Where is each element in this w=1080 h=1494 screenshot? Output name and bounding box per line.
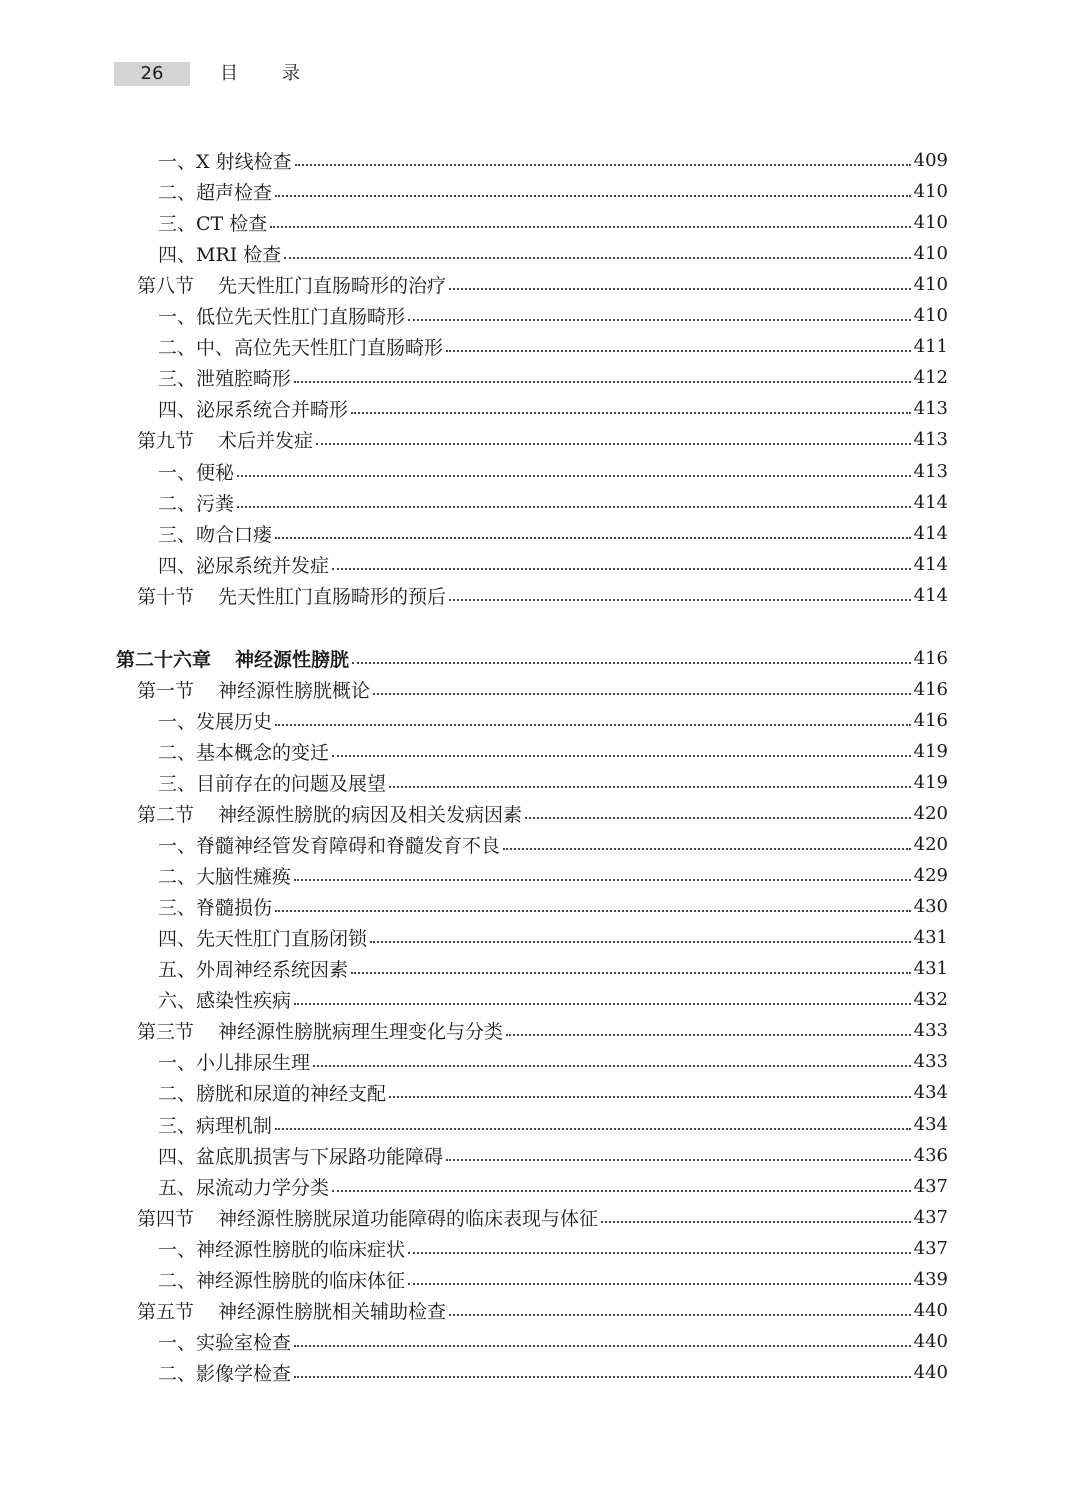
dot-leader	[294, 984, 911, 1005]
toc-label	[158, 178, 272, 205]
toc-label	[137, 582, 446, 609]
toc-page-number: 414	[913, 522, 948, 544]
dot-leader	[294, 1357, 911, 1378]
toc-page-number: 416	[913, 647, 948, 669]
dot-leader	[332, 1171, 911, 1192]
toc-section	[137, 1295, 948, 1326]
toc-item	[158, 1171, 948, 1202]
toc-item	[158, 331, 948, 362]
toc-page-number: 433	[913, 1051, 948, 1073]
toc-page-number: 439	[913, 1268, 948, 1290]
toc-title: 一、小儿排尿生理	[158, 1052, 311, 1075]
toc-title: 四、先天性肛门直肠闭锁	[158, 928, 368, 951]
toc-item	[158, 487, 948, 518]
toc-label	[158, 489, 234, 516]
toc-section	[137, 674, 948, 705]
section-number: 第二节	[137, 804, 195, 826]
section-number: 第十节	[137, 585, 195, 608]
toc-label	[137, 426, 313, 453]
toc-item	[158, 362, 948, 393]
toc-item	[158, 393, 948, 424]
dot-leader	[275, 705, 911, 726]
dot-leader	[389, 767, 911, 788]
section-number: 第五节	[137, 1300, 195, 1323]
dot-leader	[316, 424, 911, 445]
toc-title: 二、中、高位先天性肛门直肠畸形	[158, 337, 444, 360]
toc-item	[158, 456, 948, 487]
toc-title: 一、实验室检查	[158, 1331, 292, 1354]
dot-leader	[294, 362, 911, 383]
toc-title: 神经源性膀胱	[235, 648, 350, 671]
toc-title: 二、神经源性膀胱的临床体征	[158, 1269, 406, 1292]
toc-title: 三、CT 检查	[158, 213, 268, 236]
toc-page-number: 413	[913, 460, 948, 482]
toc-title: 神经源性膀胱尿道功能障碍的临床表现与体征	[218, 1207, 599, 1230]
toc-item	[158, 1109, 948, 1140]
dot-leader	[284, 238, 910, 259]
dot-leader	[275, 176, 911, 197]
toc-label	[158, 955, 348, 982]
toc-page-number: 436	[913, 1144, 948, 1166]
toc-title: 神经源性膀胱的病因及相关发病因素	[218, 804, 523, 826]
toc-title: 四、泌尿系统并发症	[158, 554, 330, 577]
dot-leader	[408, 1233, 911, 1254]
toc-page-number: 434	[913, 1113, 948, 1135]
toc-page-number: 416	[913, 709, 948, 731]
dot-leader	[275, 891, 911, 912]
toc-title: 二、超声检查	[158, 182, 273, 205]
dot-leader	[275, 518, 911, 539]
toc-title: 五、尿流动力学分类	[158, 1176, 330, 1199]
toc-page-number: 440	[913, 1330, 948, 1352]
toc-label	[158, 209, 267, 236]
dot-leader	[294, 1326, 911, 1347]
toc-label	[158, 240, 281, 267]
toc-label	[158, 147, 292, 174]
toc-item	[158, 984, 948, 1015]
toc-page-number: 434	[913, 1082, 948, 1104]
toc-label	[158, 364, 291, 391]
dot-leader	[449, 1295, 911, 1316]
toc-item	[158, 860, 948, 891]
toc-item	[158, 1046, 948, 1077]
toc-item	[158, 238, 948, 269]
dot-leader	[601, 1202, 911, 1223]
toc-item	[158, 1140, 948, 1171]
toc-title: 四、盆底肌损害与下尿路功能障碍	[158, 1145, 444, 1168]
dot-leader	[295, 145, 911, 166]
toc-title: 先天性肛门直肠畸形的治疗	[218, 275, 447, 298]
toc-label	[158, 893, 272, 920]
toc-page-number: 440	[913, 1361, 948, 1383]
chapter-number: 第二十六章	[116, 648, 212, 671]
toc-item	[158, 300, 948, 331]
toc-label	[158, 302, 405, 329]
toc-title: 一、低位先天性肛门直肠畸形	[158, 306, 406, 329]
page-number: 26	[114, 62, 190, 86]
toc-title: 三、吻合口瘘	[158, 523, 273, 546]
toc-label	[158, 1048, 310, 1075]
toc-page-number: 419	[913, 771, 948, 793]
toc-item	[158, 1326, 948, 1357]
dot-leader	[270, 207, 910, 228]
dot-leader	[373, 674, 911, 695]
toc-label	[158, 1079, 386, 1106]
toc-title: 神经源性膀胱相关辅助检查	[218, 1300, 447, 1323]
toc-section	[137, 1202, 948, 1233]
toc-label	[137, 1017, 503, 1044]
toc-label	[158, 1111, 272, 1138]
toc-page-number: 437	[913, 1175, 948, 1197]
toc-section	[137, 269, 948, 300]
toc-title: 一、脊髓神经管发育障碍和脊髓发育不良	[158, 835, 501, 858]
dot-leader	[332, 736, 911, 757]
toc-title: 四、MRI 检查	[158, 244, 282, 267]
toc-title: 神经源性膀胱病理生理变化与分类	[218, 1021, 504, 1044]
toc-page-number: 410	[913, 181, 948, 203]
toc-page-number: 420	[913, 803, 948, 824]
toc-label	[158, 707, 272, 734]
toc-item	[158, 705, 948, 736]
toc-page-number: 430	[913, 896, 948, 918]
toc-item	[158, 953, 948, 984]
toc-label	[137, 800, 522, 827]
toc-label	[137, 1204, 598, 1231]
toc-item	[158, 549, 948, 580]
toc-item	[158, 736, 948, 767]
section-number: 第八节	[137, 275, 195, 298]
toc-title: 五、外周神经系统因素	[158, 959, 349, 982]
toc-label	[158, 1142, 443, 1169]
toc-title: 二、污粪	[158, 492, 235, 515]
toc-page-number: 431	[913, 958, 948, 980]
toc-page-number: 410	[913, 274, 948, 296]
toc-label	[158, 924, 367, 951]
toc-section	[137, 798, 948, 829]
toc-section	[137, 424, 948, 455]
toc-page-number: 413	[913, 429, 948, 451]
toc-label	[158, 520, 272, 547]
toc-title: 二、膀胱和尿道的神经支配	[158, 1083, 387, 1106]
toc-title: 一、发展历史	[158, 710, 273, 733]
toc-label	[158, 1235, 405, 1262]
toc-page-number: 429	[913, 865, 948, 887]
toc-title: 二、大脑性瘫痪	[158, 866, 292, 889]
toc-item	[158, 922, 948, 953]
toc-page-number: 414	[913, 553, 948, 575]
toc-item	[158, 891, 948, 922]
section-number: 第九节	[137, 430, 195, 453]
toc-label	[158, 1266, 405, 1293]
toc-page-number: 410	[913, 212, 948, 234]
toc-page-number: 414	[913, 584, 948, 606]
toc-label	[137, 676, 370, 703]
dot-leader	[449, 269, 911, 290]
dot-leader	[408, 300, 911, 321]
dot-leader	[237, 487, 911, 508]
dot-leader	[351, 393, 911, 414]
toc-title: 六、感染性疾病	[158, 990, 292, 1013]
toc-item	[158, 767, 948, 798]
toc-item	[158, 207, 948, 238]
toc-page-number: 412	[913, 367, 948, 389]
dot-leader	[408, 1264, 911, 1285]
dot-leader	[352, 643, 911, 664]
toc-label	[116, 645, 349, 672]
section-number: 第一节	[137, 679, 195, 702]
toc-title: 一、便秘	[158, 461, 235, 484]
toc-title: 三、目前存在的问题及展望	[158, 772, 387, 795]
toc-title: 三、泄殖腔畸形	[158, 368, 292, 391]
dot-leader	[389, 1077, 911, 1098]
dot-leader	[313, 1046, 911, 1067]
toc-title: 二、影像学检查	[158, 1362, 292, 1385]
toc-label	[137, 271, 446, 298]
toc-item	[158, 829, 948, 860]
dot-leader	[525, 798, 911, 819]
toc-title: 三、脊髓损伤	[158, 897, 273, 920]
toc-page-number: 413	[913, 398, 948, 420]
toc-page-number: 437	[913, 1206, 948, 1228]
toc-title: 一、神经源性膀胱的临床症状	[158, 1238, 406, 1261]
section-number: 第四节	[137, 1207, 195, 1230]
toc-page-number: 432	[913, 989, 948, 1011]
dot-leader	[294, 860, 911, 881]
dot-leader	[275, 1109, 911, 1130]
toc-title: 一、X 射线检查	[158, 151, 292, 173]
header-title: 目录	[220, 63, 344, 84]
toc-section	[137, 1015, 948, 1046]
toc-label	[137, 1297, 446, 1324]
dot-leader	[351, 953, 911, 974]
dot-leader	[449, 580, 911, 601]
dot-leader	[503, 829, 911, 850]
toc-title: 二、基本概念的变迁	[158, 741, 330, 764]
toc-label	[158, 769, 386, 796]
toc-label	[158, 738, 329, 765]
toc-page-number: 410	[913, 243, 948, 265]
dot-leader	[446, 1140, 911, 1161]
toc-page-number: 416	[913, 678, 948, 700]
toc-label	[158, 831, 500, 858]
toc-title: 三、病理机制	[158, 1114, 273, 1137]
toc-page-number: 419	[913, 740, 948, 762]
toc-page-number: 433	[913, 1020, 948, 1042]
toc-label	[158, 551, 329, 578]
toc-item	[158, 1357, 948, 1388]
dot-leader	[506, 1015, 911, 1036]
toc-item	[158, 145, 948, 176]
toc-section	[137, 580, 948, 611]
toc-title: 四、泌尿系统合并畸形	[158, 399, 349, 422]
toc-chapter	[116, 643, 948, 674]
dot-leader	[332, 549, 911, 570]
toc-title: 先天性肛门直肠畸形的预后	[218, 585, 447, 608]
toc-label	[158, 395, 348, 422]
toc-label	[158, 1328, 291, 1355]
dot-leader	[446, 331, 911, 352]
section-number: 第三节	[137, 1021, 195, 1044]
toc-label	[158, 333, 443, 360]
toc-page-number: 431	[913, 927, 948, 949]
dot-leader	[237, 456, 911, 477]
toc-label	[158, 458, 234, 485]
toc-title: 神经源性膀胱概论	[218, 679, 371, 702]
toc-page-number: 410	[913, 305, 948, 327]
toc-title: 术后并发症	[218, 430, 314, 453]
toc-page-number: 409	[913, 150, 948, 171]
toc-page-number: 437	[913, 1237, 948, 1259]
toc-item	[158, 1233, 948, 1264]
toc-page-number: 420	[913, 834, 948, 856]
toc-item	[158, 518, 948, 549]
toc-page-number: 440	[913, 1299, 948, 1321]
toc-item	[158, 176, 948, 207]
toc-item	[158, 1264, 948, 1295]
toc-label	[158, 862, 291, 889]
toc-page-number: 411	[913, 336, 948, 358]
toc-label	[158, 1173, 329, 1200]
toc-label	[158, 1359, 291, 1386]
toc-label	[158, 986, 291, 1013]
dot-leader	[370, 922, 911, 943]
toc-page-number: 414	[913, 491, 948, 513]
toc-item	[158, 1077, 948, 1108]
